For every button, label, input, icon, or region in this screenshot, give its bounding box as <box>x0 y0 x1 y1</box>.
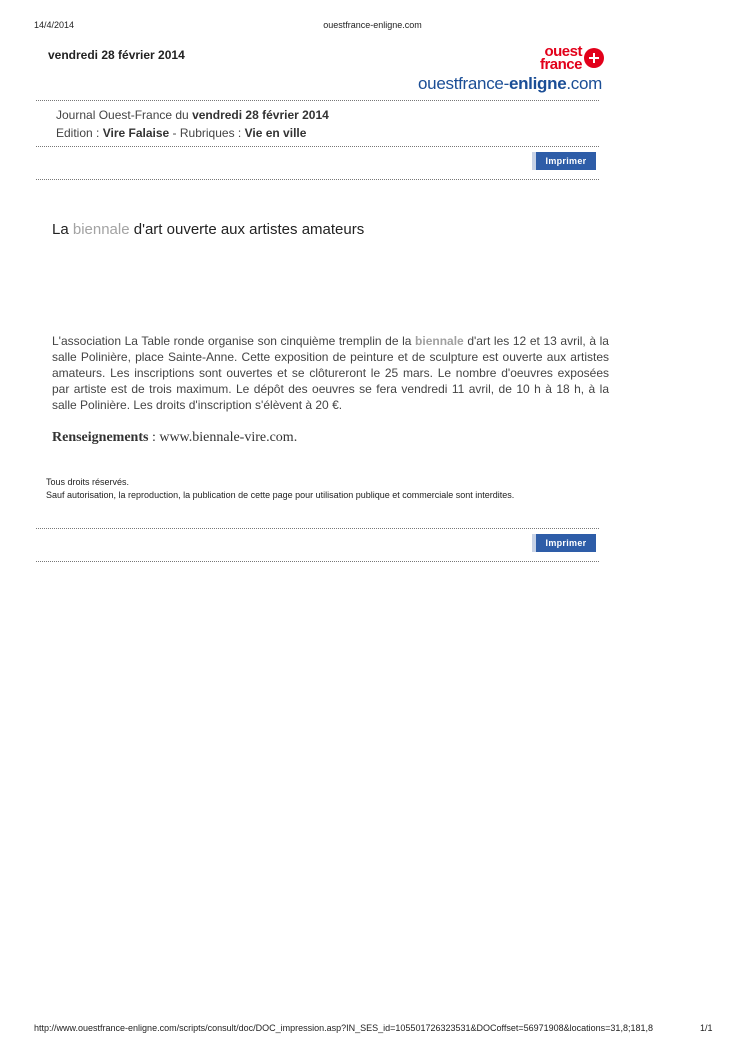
header-date: vendredi 28 février 2014 <box>48 48 185 62</box>
body-part2: d'art les 12 et 13 avril, à la salle Polinière, place Sainte-Anne. Cette exposition de peinture et de sculpture est ouverte aux artistes amateurs. Les inscriptions sont ouvertes et se clôtureront le 25 mars. Le nombre d'oeuvres exposées par artiste est de trois maximum. Le dépôt des oeuvres se fera vendredi 11 avril, de 10 h à 18 h, à la salle Polinière. Les droits d'inscription s'élèvent à 20 €. <box>52 334 609 412</box>
logo-brand-line1: ouest <box>544 43 582 60</box>
info-line <box>52 430 297 446</box>
article-body <box>52 333 609 413</box>
logo-brand-line2: france <box>539 56 582 73</box>
logo-domain-bold: enligne <box>508 74 567 93</box>
rights-line1: Tous droits réservés. <box>46 477 130 487</box>
body-part1: L'association La Table ronde organise son cinquième tremplin de la <box>52 334 412 348</box>
divider <box>36 179 599 180</box>
print-header-site: ouestfrance-enligne.com <box>323 20 422 30</box>
print-footer-page: 1/1 <box>700 1023 713 1033</box>
divider <box>36 561 599 562</box>
logo-domain-prefix: ouestfrance- <box>418 74 509 93</box>
edition-label: Edition : <box>56 126 100 140</box>
title-suffix: d'art ouverte aux artistes amateurs <box>133 221 365 238</box>
journal-date: vendredi 28 février 2014 <box>192 108 329 122</box>
print-header-date: 14/4/2014 <box>34 20 75 30</box>
print-footer-url: http://www.ouestfrance-enligne.com/scripts/consult/doc/DOC_impression.asp?IN_SES_id=105501726323531&DOCoffset=56971908&locations=31,8;181,8 <box>34 1023 653 1033</box>
journal-label: Journal Ouest-France du <box>56 108 189 122</box>
title-highlight: biennale <box>72 221 130 238</box>
rubriques-value: Vie en ville <box>244 126 307 140</box>
divider <box>36 100 599 101</box>
rubriques-label: - Rubriques : <box>172 126 242 140</box>
print-button-bottom[interactable]: Imprimer <box>532 534 596 552</box>
logo-domain <box>418 74 602 94</box>
print-button-top[interactable]: Imprimer <box>532 152 596 170</box>
edition-value: Vire Falaise <box>102 126 170 140</box>
logo-brand-text <box>540 45 582 71</box>
info-value: : www.biennale-vire.com. <box>151 430 298 445</box>
rights-notice <box>46 476 514 502</box>
body-highlight: biennale <box>415 334 464 348</box>
ouestfrance-enligne-logo[interactable] <box>418 43 604 97</box>
rights-line2: Sauf autorisation, la reproduction, la publication de cette page pour utilisation publique et commerciale sont interdites. <box>46 490 515 500</box>
journal-line <box>56 108 329 122</box>
divider <box>36 528 599 529</box>
article-title <box>52 221 364 238</box>
info-label: Renseignements <box>52 430 149 445</box>
logo-domain-suffix: .com <box>566 74 602 93</box>
edition-line <box>56 126 306 140</box>
logo-badge-icon <box>584 48 604 68</box>
divider <box>36 146 599 147</box>
title-prefix: La <box>52 221 69 238</box>
